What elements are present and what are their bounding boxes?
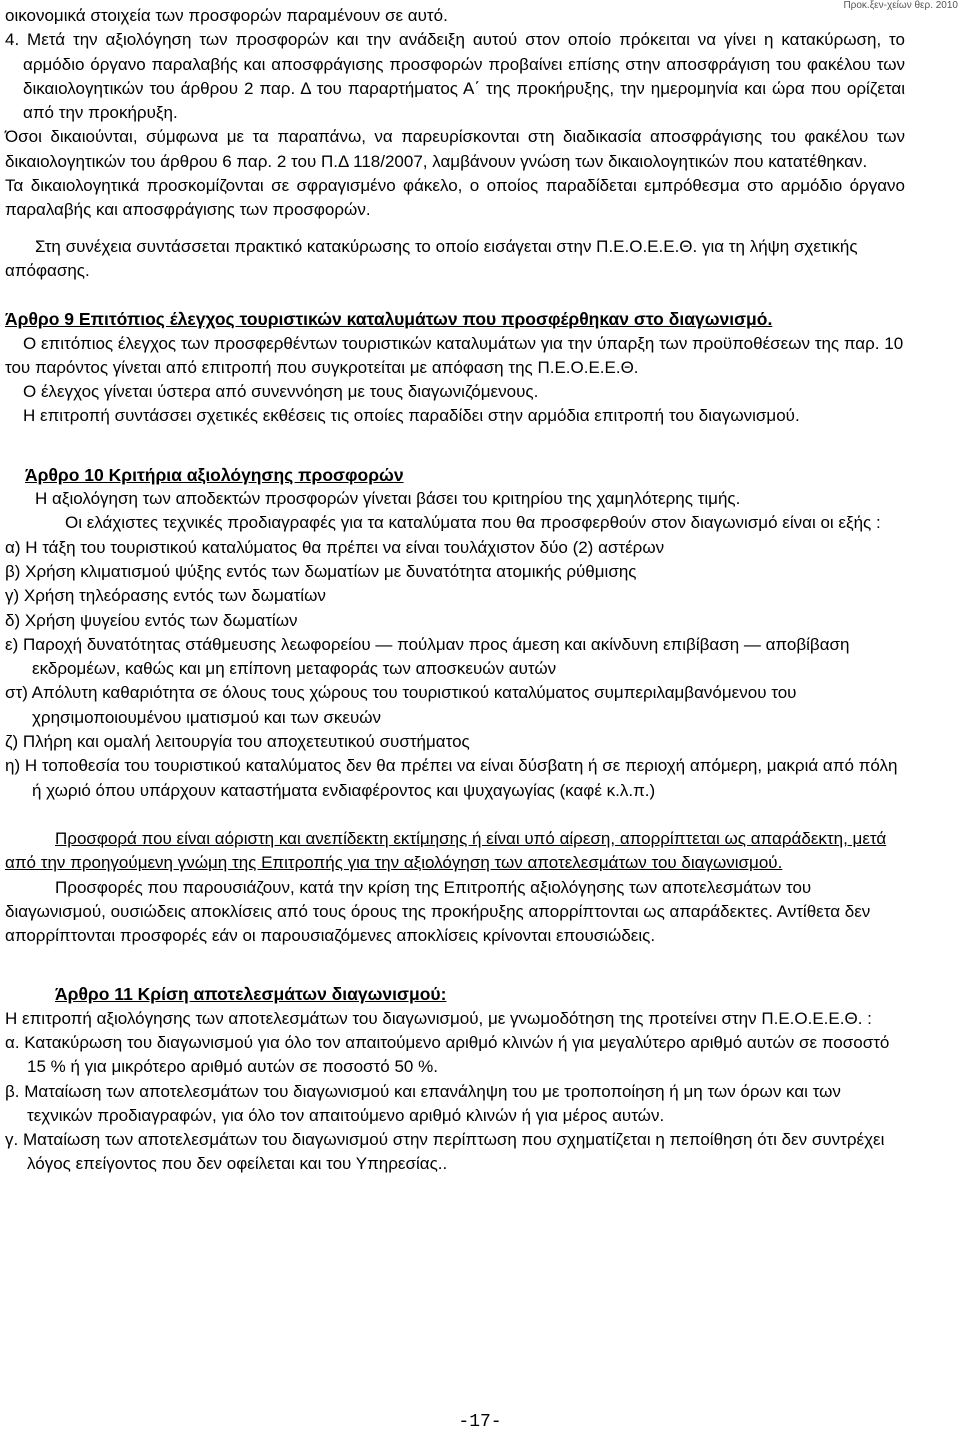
article10-heading: Άρθρο 10 Κριτήρια αξιολόγησης προσφορών [25,464,404,485]
article10-rejection-note [5,827,905,876]
article10-rejection-note-text: Προσφορά που είναι αόριστη και ανεπίδεκτη εκτίμησης ή είναι υπό αίρεση, απορρίπτεται ως απαράδεκτη, μετά από την προηγούμενη γνώμη της Επιτροπής για την αξιολόγηση των αποτελεσμάτων του διαγωνισμού. [5,828,887,873]
item4-paragraph-4-text: Στη συνέχεια συντάσσεται πρακτικό κατακύρωσης το οποίο εισάγεται στην Π.Ε.Ο.Ε.Ε.Θ. για τη λήψη σχετικής απόφασης. [5,236,858,280]
criteria-item-st: στ) Απόλυτη καθαριότητα σε όλους τους χώρους του τουριστικού καταλύματος συμπεριλαμβανόμενου του χρησιμοποιουμένου ιματισμού και των σκευών [5,683,797,727]
criteria-item-z: ζ) Πλήρη και ομαλή λειτουργία του αποχετευτικού συστήματος [5,732,470,752]
article9-paragraph-3-text: Η επιτροπή συντάσσει σχετικές εκθέσεις τις οποίες παραδίδει στην αρμόδια επιτροπή του διαγωνισμού. [23,406,800,426]
item4-paragraph-2: Όσοι δικαιούνται, σύμφωνα με τα παραπάνω, να παρευρίσκονται στη διαδικασία αποσφράγισης του φακέλου των δικαιολογητικών του άρθρου 6 παρ. 2 του Π.Δ 118/2007, λαμβάνουν γνώση των δικαιολογητικών που κατατέθηκαν. [5,127,905,171]
header-note: Προκ.ξεν-χείων θερ. 2010 [843,0,958,11]
article9-paragraph-3 [5,404,905,428]
criteria-item-d: δ) Χρήση ψυγείου εντός των δωματίων [5,610,298,630]
item4-paragraph-1: 4. Μετά την αξιολόγηση των προσφορών και την ανάδειξη αυτού στον οποίο πρόκειται να γίνει η κατακύρωση, το αρμόδιο όργανο παραλαβής και αποσφράγισης προσφορών προβαίνει επίσης στην αποσφράγιση του φακέλου των δικαιολογητικών του άρθρου 2 παρ. Δ του παραρτήματος Α΄ της προκήρυξης, την ημερομηνία και ώρα που ορίζεται από την προκήρυξη. [5,30,905,123]
criteria-item-e: ε) Παροχή δυνατότητας στάθμευσης λεωφορείου — πούλμαν προς άμεση και ακίνδυνη επιβίβαση — αποβίβαση εκδρομέων, καθώς και μη επίπονη μεταφοράς των αποσκευών αυτών [5,634,850,679]
article11-heading: Άρθρο 11 Κρίση αποτελεσμάτων διαγωνισμού: [55,984,447,1005]
article11-paragraph-1: Η επιτροπή αξιολόγησης των αποτελεσμάτων του διαγωνισμού, με γνωμοδότηση της προτείνει στην Π.Ε.Ο.Ε.Ε.Θ. : [5,1008,872,1028]
criteria-item-h: η) Η τοποθεσία του τουριστικού καταλύματος δεν θα πρέπει να είναι δύσβατη ή σε περιοχή απόμερη, μακριά από πόλη ή χωριό όπου υπάρχουν καταστήματα ενδιαφέροντος και ψυχαγωγίας (καφέ κ.λ.π.) [5,756,898,800]
article10-criteria-list [5,536,905,803]
option-item-b: β. Ματαίωση των αποτελεσμάτων του διαγωνισμού και επανάληψη του με τροποποίηση ή μη των όρων και των τεχνικών προδιαγραφών, για όλο τον απαιτούμενο αριθμό κλινών ή για μέρος αυτών. [5,1081,841,1125]
article9-heading: Άρθρο 9 Επιτόπιος έλεγχος τουριστικών καταλυμάτων που προσφέρθηκαν στο διαγωνισμό. [5,309,773,330]
article9-paragraph-1-text: Ο επιτόπιος έλεγχος των προσφερθέντων τουριστικών καταλυμάτων για την ύπαρξη των προϋποθέσεων της παρ. 10 του παρόντος γίνεται από επιτροπή που συγκροτείται με απόφαση της Π.Ε.Ο.Ε.Ε.Θ. [5,333,904,377]
criteria-item-b: β) Χρήση κλιματισμού ψύξης εντός των δωματίων με δυνατότητα ατομικής ρύθμισης [5,561,637,581]
article10-paragraph-1: Η αξιολόγηση των αποδεκτών προσφορών γίνεται βάσει του κριτηρίου της χαμηλότερης τιμής. [35,489,741,509]
criteria-item-a: α) Η τάξη του τουριστικού καταλύματος θα πρέπει να είναι τουλάχιστον δύο (2) αστέρων [5,537,665,557]
option-item-c: γ. Ματαίωση των αποτελεσμάτων του διαγωνισμού στην περίπτωση που σχηματίζεται η πεποίθηση ότι δεν συντρέχει λόγος επείγοντος που δεν οφείλεται και του Υπηρεσίας.. [5,1130,885,1174]
article9-paragraph-2 [5,380,905,404]
item4-paragraph-4 [5,235,905,284]
article10-paragraph-3 [5,876,905,949]
article10-paragraph-2 [5,511,905,535]
item4-paragraph-3: Τα δικαιολογητικά προσκομίζονται σε σφραγισμένο φάκελο, ο οποίος παραδίδεται εμπρόθεσμα στο αρμόδιο όργανο παραλαβής και αποσφράγισης των προσφορών. [5,176,905,220]
article11-options-list [5,1031,905,1177]
document-page [5,4,905,1177]
article10-paragraph-3-text: Προσφορές που παρουσιάζουν, κατά την κρίση της Επιτροπής αξιολόγησης των αποτελεσμάτων του διαγωνισμού, ουσιώδεις αποκλίσεις από τους όρους της προκήρυξης απορρίπτονται ως απαράδεκτες. Αντίθετα δεν απορρίπτονται προσφορές εάν οι παρουσιαζόμενες αποκλίσεις κρίνονται επουσιώδεις. [5,877,871,946]
intro-line: οικονομικά στοιχεία των προσφορών παραμένουν σε αυτό. [5,6,448,25]
article10-paragraph-2-text: Οι ελάχιστες τεχνικές προδιαγραφές για τα καταλύματα που θα προσφερθούν στον διαγωνισμό είναι οι εξής : [65,513,881,533]
option-item-a: α. Κατακύρωση του διαγωνισμού για όλο τον απαιτούμενο αριθμό κλινών ή για μεγαλύτερο αριθμό αυτών σε ποσοστό 15 % ή για μικρότερο αριθμό αυτών σε ποσοστό 50 %. [5,1032,890,1077]
page-number: -17- [458,1412,502,1432]
criteria-item-c: γ) Χρήση τηλεόρασης εντός των δωματίων [5,586,326,606]
article9-paragraph-1 [5,332,905,381]
article9-paragraph-2-text: Ο έλεγχος γίνεται ύστερα από συνεννόηση με τους διαγωνιζόμενους. [23,382,539,402]
